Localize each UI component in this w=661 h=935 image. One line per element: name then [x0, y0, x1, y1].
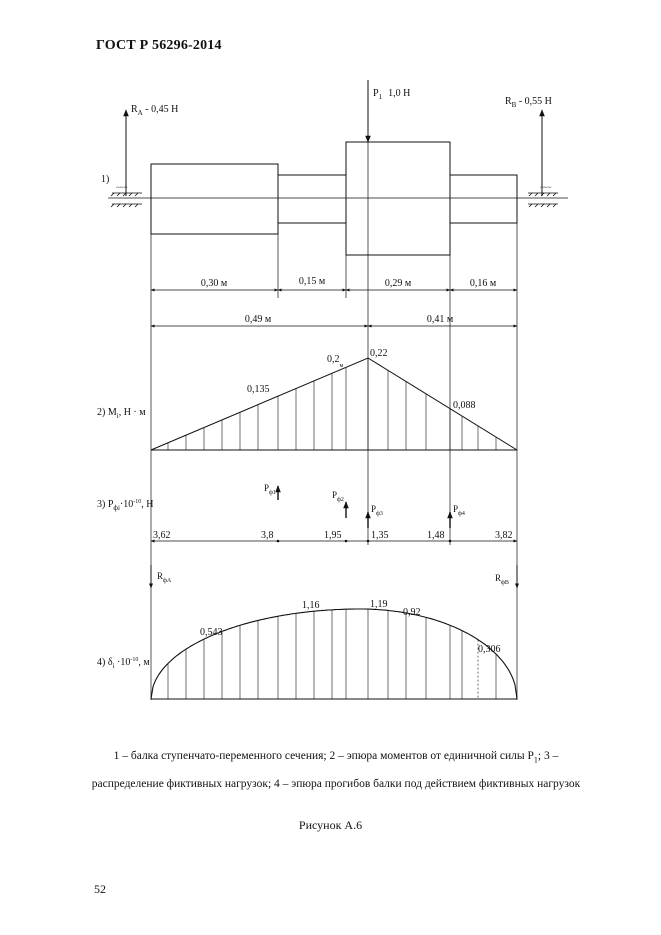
- fict-load-arrows: [278, 486, 450, 528]
- figure-title: Рисунок А.6: [298, 818, 363, 832]
- deflection-hatching: [168, 609, 496, 699]
- fict-reaction-arrows: [151, 565, 517, 588]
- reaction-ra-label: $R_A - 0,45$ Н: [131, 104, 179, 117]
- deflection-value-092: 0,92: [403, 607, 421, 618]
- part-2-label: 2) $M_i$, Н · м: [97, 407, 146, 420]
- right-support: [528, 184, 558, 207]
- fict-value-6: 3,82: [495, 530, 513, 541]
- part-1-label: 1): [101, 174, 110, 185]
- moment-value-02: $0,2_м$: [327, 354, 344, 369]
- segment-dim-4: 0,16 м: [469, 278, 497, 289]
- document-header: ГОСТ Р 56296-2014: [96, 38, 222, 53]
- deflection-value-0543: 0,543: [200, 627, 223, 638]
- fict-load-2: $P_{ф2}$: [332, 490, 344, 503]
- figure-caption: 1 – балка ступенчато-переменного сечения; 2 – эпюра моментов от единичной силы $P_1$; 3 – распределение фиктивных нагрузок; 4 – эпюра прогибов балки под действием фиктивных нагрузок: [91, 750, 581, 791]
- stepped-beam: [151, 142, 517, 255]
- fict-value-1: 3,62: [153, 530, 171, 541]
- segment-dim-2: 0,15 м: [298, 276, 326, 287]
- svg-text:~~~: ~~~: [116, 184, 128, 192]
- moment-value-0088: 0,088: [453, 400, 476, 411]
- moment-value-022: 0,22: [370, 348, 388, 359]
- page-number: 52: [94, 882, 106, 896]
- fict-value-2: 3,8: [261, 530, 274, 541]
- part-4-label: 4) $\delta_i \cdot 10^{-10}$, м: [97, 657, 150, 670]
- fict-reaction-b: $R_{фB}$: [495, 573, 509, 586]
- moment-value-0135: 0,135: [247, 384, 270, 395]
- deflection-value-119: 1,19: [370, 599, 388, 610]
- fict-reaction-a: $R_{фA}$: [157, 571, 172, 584]
- fict-value-5: 1,48: [427, 530, 445, 541]
- segment-dim-1: 0,30 м: [200, 278, 228, 289]
- deflection-value-116: 1,16: [302, 600, 320, 611]
- deflection-value-0306: 0,306: [478, 644, 501, 655]
- fict-load-4: $P_{ф4}$: [453, 504, 465, 517]
- fict-load-3: $P_{ф3}$: [371, 504, 383, 517]
- fict-value-4: 1,35: [371, 530, 389, 541]
- part-3-label: 3) $P_{фi}\cdot 10^{-10}$, Н: [97, 499, 154, 512]
- fict-load-1: $P_{ф1}$: [264, 483, 276, 496]
- fict-value-3: 1,95: [324, 530, 342, 541]
- svg-text:~~~: ~~~: [540, 184, 552, 192]
- reaction-rb-label: $R_B - 0,55$ Н: [505, 96, 552, 109]
- half-dim-left: 0,49 м: [244, 314, 272, 325]
- load-p1-label: $P_1$ 1,0 Н: [373, 88, 411, 101]
- half-dim-right: 0,41 м: [426, 314, 454, 325]
- moment-hatching: [168, 358, 496, 450]
- segment-dim-3: 0,29 м: [384, 278, 412, 289]
